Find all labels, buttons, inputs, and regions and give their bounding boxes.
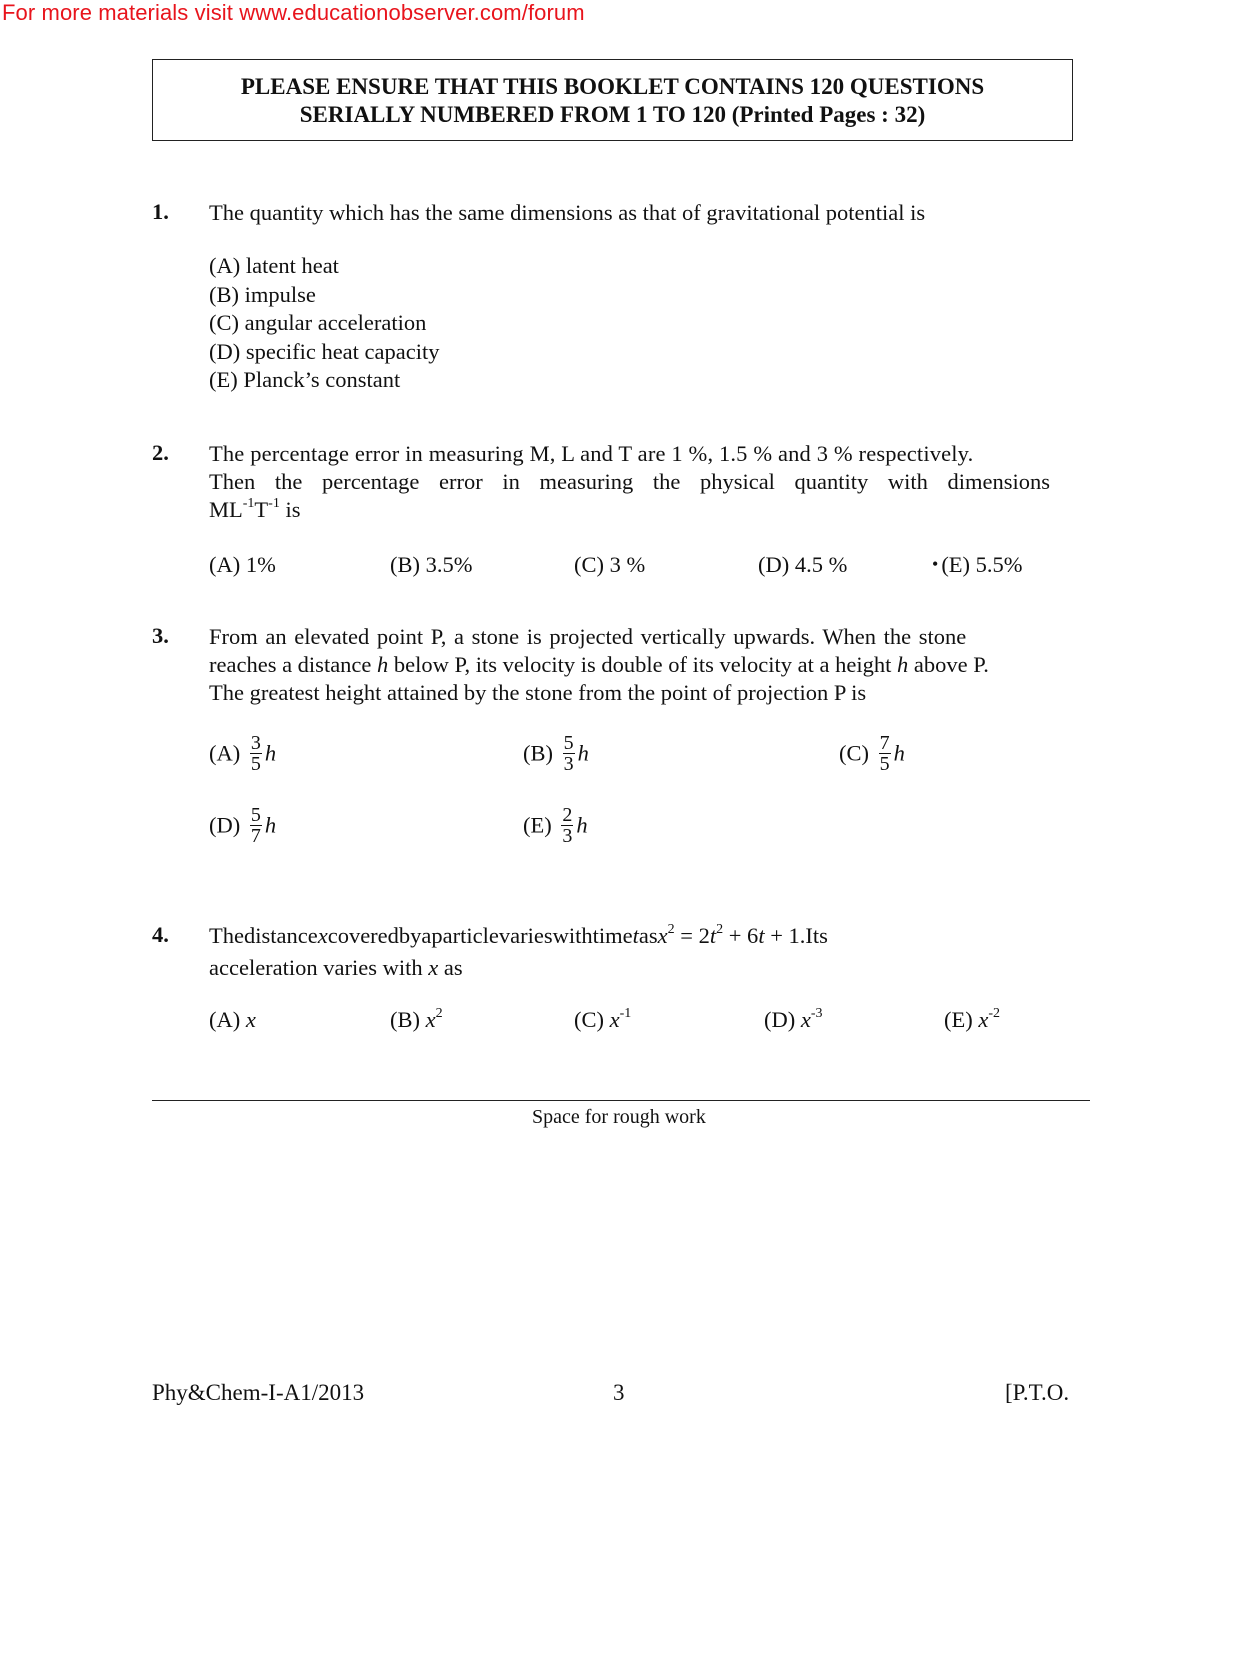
var-h: h bbox=[896, 652, 909, 677]
exp: -2 bbox=[988, 1006, 1001, 1021]
word: time bbox=[592, 923, 633, 948]
word: with bbox=[552, 923, 593, 948]
dim-t: T bbox=[254, 497, 269, 522]
var-x: x bbox=[317, 923, 328, 948]
var-x: x bbox=[428, 955, 439, 980]
question-number: 1. bbox=[152, 199, 169, 224]
exp: -1 bbox=[242, 496, 255, 511]
option-d[interactable]: (D) 4.5 % bbox=[758, 552, 848, 577]
rough-work-divider bbox=[152, 1100, 1090, 1101]
option-d[interactable] bbox=[764, 1007, 823, 1033]
option-label: (B) bbox=[390, 1007, 426, 1032]
text-part: below P, its velocity is double of its velocity at a height bbox=[388, 652, 897, 677]
var-x: x bbox=[425, 1007, 436, 1032]
option-b[interactable]: (B) impulse bbox=[209, 281, 316, 307]
question-line bbox=[209, 651, 1083, 679]
question-line bbox=[209, 496, 1083, 528]
exp: 2 bbox=[435, 1006, 443, 1021]
denominator: 7 bbox=[250, 825, 261, 847]
word: as bbox=[638, 923, 658, 948]
word: by bbox=[398, 923, 422, 948]
word: The bbox=[209, 923, 244, 948]
option-d[interactable]: (D) specific heat capacity bbox=[209, 338, 440, 364]
notice-line-2: SERIALLY NUMBERED FROM 1 TO 120 (Printed Pages : 32) bbox=[299, 102, 926, 127]
booklet-notice-box bbox=[152, 59, 1073, 141]
option-c[interactable]: (C) angular acceleration bbox=[209, 310, 427, 335]
var-h: h bbox=[377, 652, 389, 677]
text-part: above P. bbox=[908, 652, 989, 677]
option-e[interactable] bbox=[944, 1007, 1000, 1033]
option-e[interactable] bbox=[523, 804, 588, 848]
question-line bbox=[209, 954, 1083, 982]
option-label: (E) bbox=[944, 1007, 979, 1032]
fraction bbox=[563, 733, 575, 774]
var-x: x bbox=[978, 1007, 989, 1032]
numerator: 2 bbox=[562, 804, 573, 826]
option-e-label: (E) 5.5% bbox=[941, 552, 1023, 577]
var-x: x bbox=[609, 1007, 620, 1032]
numerator: 5 bbox=[250, 804, 261, 826]
question-text bbox=[209, 440, 1083, 528]
option-c[interactable]: (C) 3 % bbox=[574, 552, 646, 577]
equation-part: + 1. bbox=[764, 923, 806, 948]
text-part: acceleration varies with bbox=[209, 955, 429, 980]
var-t: t bbox=[632, 923, 639, 948]
option-a[interactable] bbox=[209, 1007, 256, 1033]
text-part: as bbox=[438, 955, 463, 980]
word: varies bbox=[498, 923, 553, 948]
option-label: (A) bbox=[209, 1007, 246, 1032]
dim-ml: ML bbox=[209, 497, 243, 522]
text-part: reaches a distance bbox=[209, 652, 378, 677]
question-tail: is bbox=[279, 497, 301, 522]
option-a[interactable]: (A) 1% bbox=[209, 552, 276, 577]
option-label: (D) bbox=[764, 1007, 801, 1032]
question-line: Then the percentage error in measuring the physical quantity with dimensions bbox=[209, 469, 1051, 494]
question-text bbox=[209, 623, 1083, 707]
exp: -3 bbox=[810, 1006, 823, 1021]
var-h: h bbox=[577, 740, 589, 766]
option-label: (A) bbox=[209, 740, 241, 766]
option-label: (B) bbox=[523, 740, 553, 766]
option-label: (D) bbox=[209, 812, 241, 838]
notice-line-1: PLEASE ENSURE THAT THIS BOOKLET CONTAINS 120 QUESTIONS bbox=[240, 74, 985, 99]
options-list bbox=[209, 252, 440, 395]
question-line: The greatest height attained by the stone from the point of projection P is bbox=[209, 680, 867, 705]
word: covered bbox=[327, 923, 399, 948]
question-text bbox=[209, 199, 1083, 227]
fraction bbox=[879, 733, 891, 774]
exp: -1 bbox=[619, 1006, 632, 1021]
equation-part: = 2 bbox=[674, 923, 710, 948]
question-text bbox=[209, 922, 1083, 982]
equation-part: 2 bbox=[667, 922, 675, 937]
numerator: 7 bbox=[879, 732, 890, 754]
var-h: h bbox=[264, 740, 277, 766]
word: a bbox=[421, 923, 432, 948]
var-h: h bbox=[264, 812, 277, 838]
footer-pto: [P.T.O. bbox=[1005, 1380, 1070, 1405]
fraction bbox=[250, 733, 262, 774]
option-e[interactable] bbox=[932, 552, 1023, 578]
word: distance bbox=[243, 923, 318, 948]
fraction bbox=[250, 805, 262, 846]
option-c[interactable] bbox=[574, 1007, 631, 1033]
question-line: From an elevated point P, a stone is projected vertically upwards. When the stone bbox=[209, 624, 967, 649]
question-number: 4. bbox=[152, 922, 169, 947]
fraction bbox=[561, 805, 573, 846]
question-line: The percentage error in measuring M, L and T are 1 %, 1.5 % and 3 % respectively. bbox=[209, 441, 974, 466]
var-x: x bbox=[245, 1007, 256, 1032]
var-x: x bbox=[800, 1007, 811, 1032]
footer-page-number: 3 bbox=[613, 1380, 625, 1405]
equation bbox=[658, 923, 806, 948]
equation-part: + 6 bbox=[723, 923, 759, 948]
var-h: h bbox=[893, 740, 905, 766]
question-line bbox=[209, 922, 1083, 954]
option-b[interactable] bbox=[390, 1007, 443, 1033]
option-label: (C) bbox=[839, 740, 869, 766]
numerator: 5 bbox=[563, 732, 574, 754]
denominator: 3 bbox=[563, 753, 574, 775]
watermark-link[interactable]: For more materials visit www.educationobserver.com/forum bbox=[2, 0, 585, 25]
denominator: 3 bbox=[562, 825, 573, 847]
option-label: (E) bbox=[523, 812, 552, 838]
option-c[interactable] bbox=[839, 732, 905, 776]
word: Its bbox=[805, 923, 828, 948]
mark-dot: • bbox=[932, 554, 939, 574]
equation-part: t bbox=[758, 923, 765, 948]
question-line: The quantity which has the same dimensions as that of gravitational potential is bbox=[209, 200, 926, 225]
denominator: 5 bbox=[250, 753, 261, 775]
rough-work-label: Space for rough work bbox=[532, 1106, 706, 1128]
option-a[interactable]: (A) latent heat bbox=[209, 253, 339, 278]
option-e[interactable]: (E) Planck’s constant bbox=[209, 367, 401, 392]
equation-part: x bbox=[657, 923, 668, 948]
numerator: 3 bbox=[250, 732, 261, 754]
option-a[interactable] bbox=[209, 732, 277, 776]
option-label: (C) bbox=[574, 1007, 610, 1032]
equation-part: t bbox=[709, 923, 717, 948]
denominator: 5 bbox=[879, 753, 890, 775]
question-number: 2. bbox=[152, 440, 169, 465]
option-d[interactable] bbox=[209, 804, 277, 848]
equation-part: 2 bbox=[716, 922, 724, 937]
option-b[interactable]: (B) 3.5% bbox=[390, 552, 473, 577]
word: particle bbox=[431, 923, 499, 948]
option-b[interactable] bbox=[523, 732, 589, 776]
var-h: h bbox=[576, 812, 588, 838]
exp: -1 bbox=[268, 496, 280, 511]
question-number: 3. bbox=[152, 623, 169, 648]
footer-code: Phy&Chem-I-A1/2013 bbox=[152, 1380, 365, 1405]
